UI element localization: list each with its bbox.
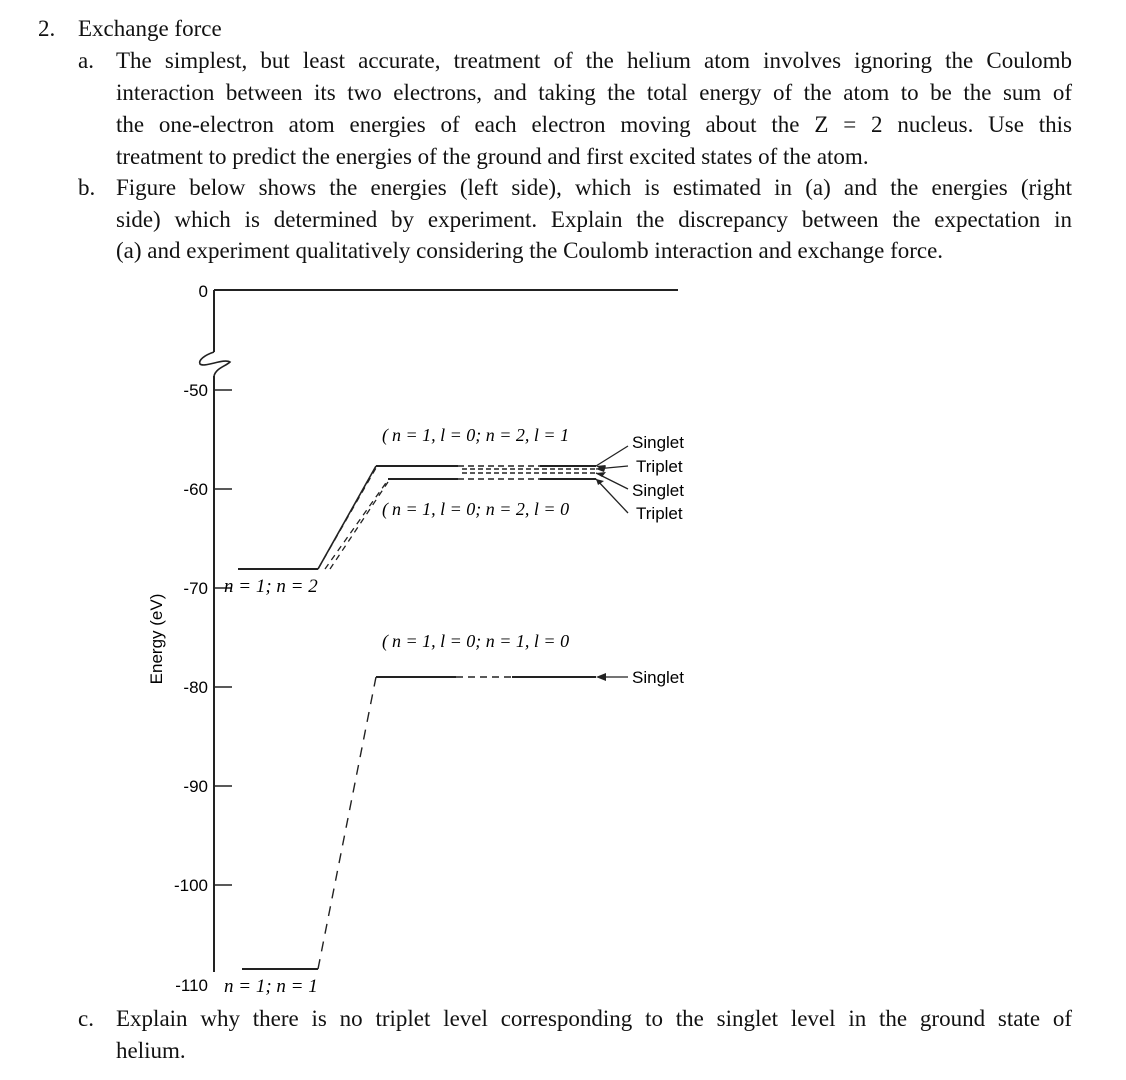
part-b-line-1: Figure below shows the energies (left side), which is estimated in (a) and the energies (right xyxy=(116,175,1072,200)
left-level-n1-n1-label: n = 1; n = 1 xyxy=(224,976,318,997)
bracket-1s2p: ( xyxy=(382,425,388,445)
part-c-line-1: Explain why there is no triplet level corresponding to the singlet level in the ground state of xyxy=(116,1006,1072,1031)
tick-label-m90: -90 xyxy=(183,777,208,796)
tick-label-m60: -60 xyxy=(183,480,208,499)
tick-label-m70: -70 xyxy=(183,579,208,598)
part-a-line-1: The simplest, but least accurate, treatment of the helium atom involves ignoring the Coulomb xyxy=(116,48,1072,73)
y-axis-label: Energy (eV) xyxy=(147,593,166,685)
level-name-triplet-2: Triplet xyxy=(636,504,683,523)
arrow-singlet-1 xyxy=(596,446,628,466)
part-a-line-4: treatment to predict the energies of the ground and first excited states of the atom. xyxy=(116,144,869,169)
level-name-singlet-2: Singlet xyxy=(632,481,684,500)
tick-label-m100: -100 xyxy=(173,876,208,895)
group-label-ground: n = 1, l = 0; n = 1, l = 0 xyxy=(392,631,570,651)
group-label-1s2s: n = 1, l = 0; n = 2, l = 0 xyxy=(392,499,570,519)
question-title: Exchange force xyxy=(78,16,222,41)
level-name-triplet-1: Triplet xyxy=(636,457,683,476)
part-c-marker: c. xyxy=(78,1006,94,1031)
arrowhead-icon xyxy=(596,472,606,477)
level-name-ground: Singlet xyxy=(632,668,684,687)
part-a-line-3: the one-electron atom energies of each electron moving about the Z = 2 nucleus. Use this xyxy=(116,112,1072,137)
part-b-marker: b. xyxy=(78,175,96,200)
question-number: 2. xyxy=(38,16,56,41)
connector-ground xyxy=(318,677,376,969)
bracket-ground: ( xyxy=(382,631,388,651)
arrow-triplet-2 xyxy=(596,479,628,513)
bracket-1s2s: ( xyxy=(382,499,388,519)
tick-label-m80: -80 xyxy=(183,678,208,697)
part-a-line-2: interaction between its two electrons, and taking the total energy of the atom to be the sum of xyxy=(116,80,1072,105)
y-ticks xyxy=(214,390,232,885)
connector-excited-dash-1 xyxy=(318,468,376,569)
axis-break-icon xyxy=(200,352,230,376)
left-level-n1-n2-label: n = 1; n = 2 xyxy=(224,576,318,597)
level-name-singlet-1: Singlet xyxy=(632,433,684,452)
group-label-1s2p: n = 1, l = 0; n = 2, l = 1 xyxy=(392,425,570,445)
arrowhead-icon xyxy=(596,673,606,681)
part-b-line-2: side) which is determined by experiment. Explain the discrepancy between the expectation in xyxy=(116,207,1072,232)
tick-label-m50: -50 xyxy=(183,381,208,400)
part-c-line-2: helium. xyxy=(116,1038,186,1063)
part-a-marker: a. xyxy=(78,48,94,73)
connector-excited-dash-2 xyxy=(325,480,388,569)
tick-label-0: 0 xyxy=(198,282,208,301)
part-b-line-3: (a) and experiment qualitatively considering the Coulomb interaction and exchange force. xyxy=(116,238,944,263)
tick-label-m110: -110 xyxy=(175,976,208,995)
